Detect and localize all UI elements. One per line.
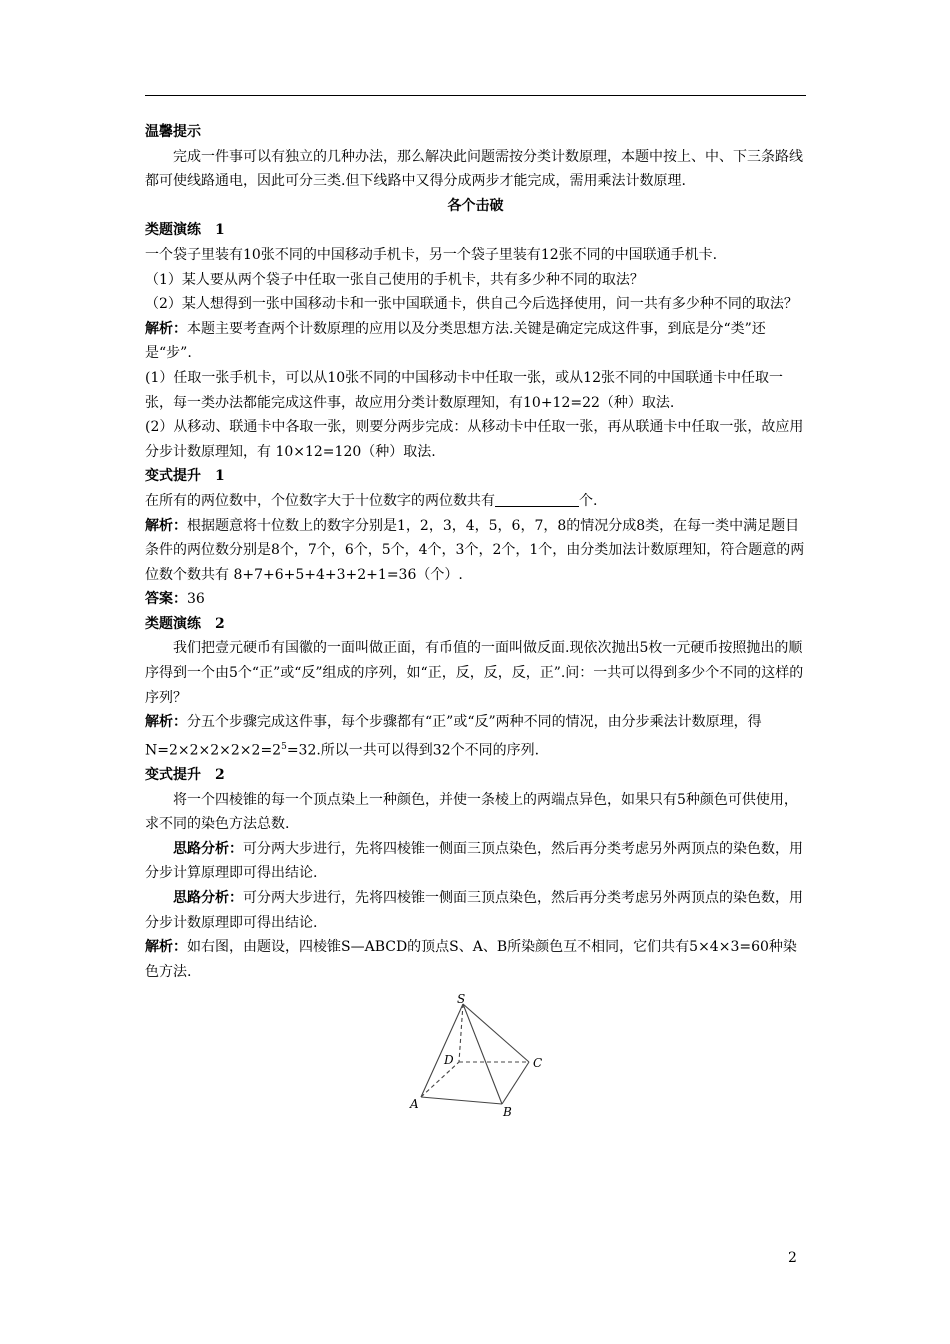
ex1-problem: 一个袋子里装有10张不同的中国移动手机卡，另一个袋子里装有12张不同的中国联通手机卡. [145,246,718,263]
ex1-answer-1: (1）任取一张手机卡，可以从10张不同的中国移动卡中任取一张，或从12张不同的中国联通卡中任取一张，每一类办法都能完成这件事，故应用分类计数原理知，有10+12=22（种）取法. [145,369,783,411]
exponent: 5 [281,741,287,752]
edge-sa [421,1004,463,1097]
vertex-label-a: A [410,1097,419,1112]
analysis-text-pre: 分五个步骤完成这件事，每个步骤都有“正”或“反”两种不同的情况，由分步乘法计数原理，得N=2×2×2×2×2=2 [145,714,762,759]
edge-bc [502,1062,529,1104]
edge-sc [463,1004,529,1062]
analysis-label: 解析： [145,714,187,731]
idea-label: 思路分析： [173,890,243,907]
analysis-text-post: =32.所以一共可以得到32个不同的序列. [286,742,540,759]
idea-label: 思路分析： [173,840,243,857]
ex1-answer-2: (2）从移动、联通卡中各取一张，则要分两步完成：从移动卡中任取一张，再从联通卡中任取一张，故应用分步计数原理知，有 10×12=120（种）取法. [145,419,804,460]
edge-ab [421,1097,502,1104]
ex2-problem: 我们把壹元硬币有国徽的一面叫做正面，有币值的一面叫做反面.现依次抛出5枚一元硬币按照抛出的顺序得到一个由5个“正”或“反”组成的序列，如“正，反，反，反，正”.问：一共可以得到多少个不同的这样的序列？ [145,640,804,706]
idea-text: 可分两大步进行，先将四棱锥一侧面三顶点染色，然后再分类考虑另外两顶点的染色数，用分步计数原理即可得出结论. [145,890,803,931]
ex2-title: 类题演练 2 [145,615,225,632]
vertex-label-b: B [503,1105,512,1118]
ex1-title: 类题演练 1 [145,222,225,239]
ex2-analysis [145,710,806,763]
vertex-label-c: C [533,1056,543,1071]
var1-problem [145,489,806,514]
var2-problem: 将一个四棱锥的每一个顶点染上一种颜色，并使一条棱上的两端点异色，如果只有5种颜色可供使用，求不同的染色方法总数. [145,791,798,833]
var2-idea-2 [145,886,806,935]
header-rule [145,95,806,96]
analysis-text: 本题主要考查两个计数原理的应用以及分类思想方法.关键是确定完成这件事，到底是分“类”还是“步”. [145,320,766,362]
var2-idea-1 [145,837,806,886]
var1-answer [145,587,806,612]
vertex-label-s: S [457,992,466,1007]
analysis-label: 解析： [145,517,187,534]
analysis-label: 解析： [145,939,187,956]
idea-text: 可分两大步进行，先将四棱锥一侧面三顶点染色，然后再分类考虑另外两顶点的染色数，用分步计算原理即可得出结论. [145,840,803,882]
answer-blank [495,491,579,507]
edge-ad-hidden [421,1062,459,1097]
var1-title: 变式提升 1 [145,468,225,485]
analysis-text: 根据题意将十位数上的数字分别是1，2，3，4，5，6，7，8的情况分成8类，在每一类中满足题目条件的两位数分别是8个，7个，6个，5个，4个，3个，2个，1个，由分类加法计数原理知，符合题意的两位数个数共有 8+7+6+5+4+3+2+1=36（个）. [145,517,805,583]
answer-label: 答案： [145,591,187,608]
page-content [145,120,806,1117]
pyramid-figure [407,992,547,1117]
var1-analysis [145,514,806,588]
tip-text: 完成一件事可以有独立的几种办法，那么解决此问题需按分类计数原理，本题中按上、中、下三条路线都可使线路通电，因此可分三类.但下线路中又得分成两步才能完成，需用乘法计数原理. [145,148,803,190]
answer-value: 36 [187,591,205,608]
var2-analysis [145,935,806,984]
ex1-q2: （2）某人想得到一张中国移动卡和一张中国联通卡，供自己今后选择使用，问一共有多少种不同的取法？ [145,296,798,313]
page-number: 2 [788,1250,797,1266]
tip-title: 温馨提示 [145,124,201,140]
var1-problem-pre: 在所有的两位数中，个位数字大于十位数字的两位数共有 [145,492,495,509]
vertex-label-d: D [444,1053,454,1068]
var2-title: 变式提升 2 [145,767,225,784]
section-title: 各个击破 [447,197,504,214]
analysis-label: 解析： [145,320,187,337]
var1-problem-post: 个. [579,492,598,509]
analysis-text: 如右图，由题设，四棱锥S—ABCD的顶点S、A、B所染颜色互不相同，它们共有5×4×3=60种染色方法. [145,939,797,980]
ex1-analysis [145,317,806,366]
edge-sb [463,1004,502,1104]
ex1-q1: （1）某人要从两个袋子中任取一张自己使用的手机卡，共有多少种不同的取法？ [145,271,644,288]
